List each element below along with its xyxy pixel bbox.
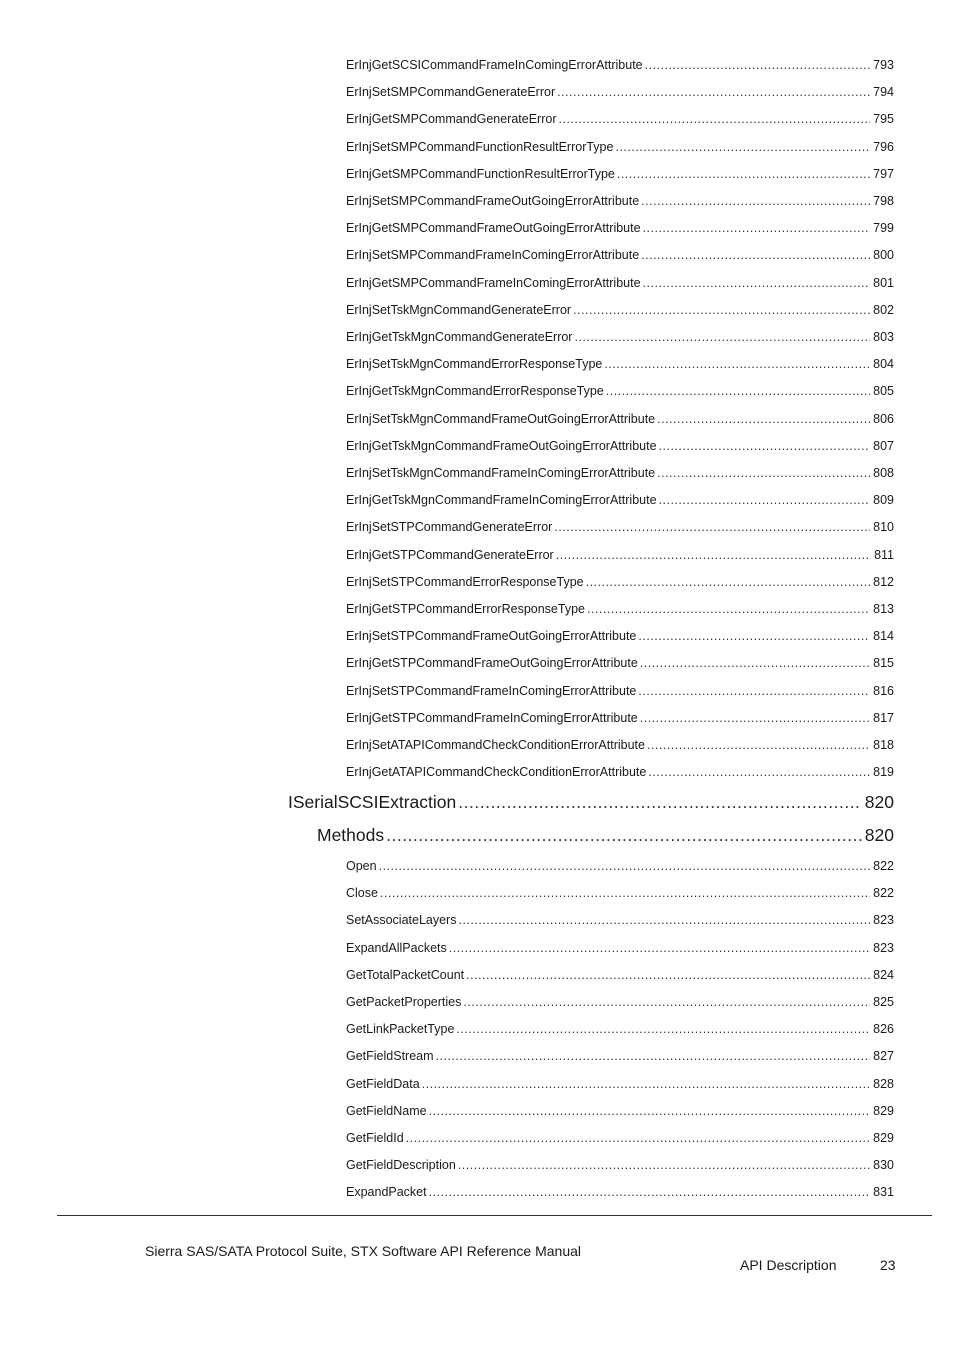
toc-entry-page: 800 [873,248,894,263]
toc-entry-page: 822 [873,886,894,901]
toc-entry-title: ErInjSetSTPCommandGenerateError [346,520,553,535]
toc-entry-page: 798 [873,194,894,208]
toc-leader-dots [436,1049,871,1063]
toc-leader-dots [456,1022,870,1036]
toc-leader-dots [429,1104,871,1118]
toc-entry-title: ErInjGetSMPCommandFunctionResultErrorType [346,166,615,181]
toc-entry-page: 813 [873,602,894,616]
toc-entry[interactable] [346,941,894,959]
toc-entry-page: 802 [873,302,894,317]
toc-entry[interactable] [346,1049,894,1067]
toc-entry-page: 815 [873,656,894,671]
toc-leader-dots [379,859,871,873]
toc-entry[interactable] [346,248,894,266]
toc-entry[interactable] [346,1077,894,1095]
toc-entry[interactable] [346,439,894,457]
toc-leader-dots [574,330,870,344]
toc-entry-page: 806 [873,411,894,426]
toc-leader-dots [641,248,870,262]
toc-entry[interactable] [346,602,894,620]
toc-entry-page: 829 [873,1103,894,1118]
toc-entry[interactable] [346,1158,894,1176]
toc-entry-page: 803 [873,330,894,344]
toc-entry[interactable] [346,1185,894,1203]
footer-divider [57,1215,932,1216]
toc-entry-title: ErInjSetSMPCommandGenerateError [346,85,556,100]
toc-entry-page: 826 [873,1022,894,1037]
toc-entry[interactable] [346,859,894,877]
toc-entry-title: ErInjSetTskMgnCommandFrameInComingErrorAttribute [346,466,656,480]
toc-leader-dots [466,968,870,982]
toc-entry-page: 823 [873,940,894,955]
toc-entry-title: GetFieldName [346,1103,427,1118]
toc-entry-title: GetPacketProperties [346,995,462,1009]
toc-entry-title: ErInjGetSMPCommandFrameOutGoingErrorAttribute [346,221,641,236]
toc-entry-page: 823 [873,913,894,928]
toc-entry[interactable] [346,711,894,729]
toc-entry-page: 805 [873,384,894,399]
toc-entry-title: ErInjGetTskMgnCommandErrorResponseType [346,384,604,399]
toc-entry[interactable] [346,412,894,430]
toc-entry-title: ErInjGetSMPCommandGenerateError [346,112,557,127]
toc-entry[interactable] [346,303,894,321]
toc-leader-dots [554,520,870,534]
toc-leader-dots [587,602,870,616]
toc-leader-dots [641,194,870,208]
toc-entry-title: ErInjSetTskMgnCommandGenerateError [346,302,572,317]
toc-entry-title: ErInjSetSTPCommandErrorResponseType [346,574,584,589]
toc-entry-title: ErInjSetSTPCommandFrameInComingErrorAttribute [346,683,637,698]
toc-entry[interactable] [346,112,894,130]
toc-leader-dots [638,684,870,698]
toc-entry-title: GetFieldStream [346,1049,434,1064]
toc-entry-page: 831 [873,1185,894,1200]
toc-entry-page: 793 [873,58,894,72]
toc-entry[interactable] [346,493,894,511]
toc-entry[interactable] [346,520,894,538]
toc-entry-title: ErInjGetSTPCommandFrameInComingErrorAttribute [346,710,638,725]
toc-entry-page: 799 [873,221,894,236]
toc-leader-dots [657,466,870,480]
toc-entry-title: ErInjSetSMPCommandFrameInComingErrorAttribute [346,248,640,263]
toc-entry-page: 829 [873,1131,894,1145]
toc-entry-title: ErInjGetSTPCommandFrameOutGoingErrorAttribute [346,656,638,671]
toc-leader-dots [586,575,871,589]
toc-entry-title: GetFieldData [346,1076,420,1091]
toc-entry[interactable] [346,384,894,402]
toc-entry-page: 812 [873,574,894,589]
toc-entry-page: 818 [873,738,894,752]
footer-manual-title: Sierra SAS/SATA Protocol Suite, STX Software API Reference Manual [145,1243,582,1259]
toc-entry-title: Open [346,859,377,873]
toc-section-title: ISerialSCSIExtraction [288,792,457,812]
toc-entry[interactable] [346,968,894,986]
toc-entry-title: ErInjGetSMPCommandFrameInComingErrorAttribute [346,275,641,290]
toc-leader-dots [573,303,870,317]
toc-entry-title: ErInjGetSTPCommandErrorResponseType [346,602,585,616]
toc-entry-title: GetFieldDescription [346,1158,456,1173]
toc-entry[interactable] [346,330,894,348]
toc-entry-title: ErInjGetSTPCommandGenerateError [346,547,554,562]
toc-entry-page: 819 [873,765,894,780]
toc-subsection-page: 820 [864,825,894,845]
toc-subsection-title: Methods [317,825,385,845]
toc-entry[interactable] [346,1022,894,1040]
toc-entry[interactable] [346,995,894,1013]
toc-subsection-entry[interactable] [317,825,894,849]
toc-entry[interactable] [346,466,894,484]
toc-entry-page: 801 [873,275,894,290]
toc-leader-dots [380,886,870,900]
toc-leader-dots [643,221,871,235]
toc-entry[interactable] [346,221,894,239]
toc-leader-dots [640,656,870,670]
toc-entry-page: 804 [873,357,894,372]
toc-section-entry[interactable] [288,792,894,816]
toc-entry[interactable] [346,140,894,158]
toc-entry-page: 817 [873,710,894,725]
toc-entry-title: ExpandPacket [346,1185,427,1200]
toc-entry-page: 816 [873,683,894,698]
toc-leader-dots [645,58,871,72]
toc-entry-title: ErInjGetTskMgnCommandFrameOutGoingErrorAttribute [346,438,657,453]
toc-entry[interactable] [346,276,894,294]
toc-leader-dots [406,1131,870,1145]
toc-entry-title: ErInjGetSCSICommandFrameInComingErrorAttribute [346,58,643,72]
toc-entry-title: ErInjGetTskMgnCommandGenerateError [346,330,573,344]
toc-entry[interactable] [346,629,894,647]
toc-entry-page: 794 [873,85,894,100]
toc-leader-dots [556,548,871,562]
toc-entry[interactable] [346,357,894,375]
toc-entry-title: ErInjSetTskMgnCommandFrameOutGoingErrorAttribute [346,411,656,426]
toc-entry-title: GetLinkPacketType [346,1022,455,1037]
toc-entry-page: 822 [873,859,894,873]
toc-entry-title: ErInjSetTskMgnCommandErrorResponseType [346,357,603,372]
toc-entry-page: 814 [873,629,894,644]
toc-entry[interactable] [346,194,894,212]
toc-entry[interactable] [346,167,894,185]
toc-leader-dots [615,140,870,154]
toc-entry-title: ErInjSetSMPCommandFrameOutGoingErrorAttribute [346,194,640,208]
toc-entry[interactable] [346,738,894,756]
toc-entry[interactable] [346,684,894,702]
toc-entry-page: 795 [873,112,894,127]
footer-page-number: 23 [880,1257,896,1273]
toc-leader-dots [643,276,871,290]
toc-entry-title: ErInjGetATAPICommandCheckConditionErrorAttribute [346,765,647,780]
toc-entry-title: GetFieldId [346,1131,404,1145]
toc-leader-dots [617,167,870,181]
footer-section-label: API Description [740,1257,837,1273]
toc-leader-dots [648,765,870,779]
toc-entry-page: 810 [873,520,894,535]
toc-leader-dots [557,85,870,99]
toc-entry-title: ErInjGetTskMgnCommandFrameInComingErrorAttribute [346,493,657,508]
toc-entry-title: SetAssociateLayers [346,913,457,928]
toc-entry[interactable] [346,1104,894,1122]
toc-leader-dots [604,357,870,371]
toc-entry-title: ErInjSetSMPCommandFunctionResultErrorType [346,139,614,154]
toc-leader-dots [422,1077,870,1091]
toc-entry-title: ErInjSetSTPCommandFrameOutGoingErrorAttribute [346,629,637,644]
toc-entry[interactable] [346,913,894,931]
toc-leader-dots [559,112,871,126]
toc-leader-dots [647,738,870,752]
toc-entry-page: 807 [873,438,894,453]
toc-entry[interactable] [346,575,894,593]
toc-entry-title: GetTotalPacketCount [346,967,465,982]
toc-entry[interactable] [346,886,894,904]
toc-entry-page: 809 [873,493,894,508]
toc-leader-dots [606,384,870,398]
toc-entry-page: 828 [873,1076,894,1091]
toc-entry-title: Close [346,886,378,901]
toc-leader-dots [463,995,870,1009]
toc-leader-dots [659,439,871,453]
toc-leader-dots [458,913,870,927]
toc-leader-dots [429,1185,871,1199]
toc-entry-page: 808 [873,466,894,480]
toc-entry[interactable] [346,656,894,674]
toc-entry[interactable] [346,548,894,566]
toc-leader-dots [638,629,870,643]
toc-entry-page: 797 [873,166,894,181]
toc-entry[interactable] [346,85,894,103]
toc-entry[interactable] [346,765,894,783]
toc-leader-dots [449,941,870,955]
toc-leader-dots [659,493,871,507]
toc-entry-page: 825 [873,995,894,1009]
toc-entry[interactable] [346,1131,894,1149]
toc-leader-dots [657,412,870,426]
toc-entry-page: 830 [873,1158,894,1173]
toc-entry-title: ExpandAllPackets [346,940,447,955]
toc-leader-dots [458,1158,870,1172]
toc-section-page: 820 [864,792,894,812]
toc-leader-dots [458,792,862,813]
toc-entry-page: 796 [873,139,894,154]
toc-entry-page: 827 [873,1049,894,1064]
toc-entry-page: 811 [874,547,894,562]
toc-entry-page: 824 [873,967,894,982]
toc-entry[interactable] [346,58,894,76]
toc-leader-dots [386,825,862,846]
toc-entry-title: ErInjSetATAPICommandCheckConditionErrorAttribute [346,738,645,752]
toc-leader-dots [640,711,870,725]
